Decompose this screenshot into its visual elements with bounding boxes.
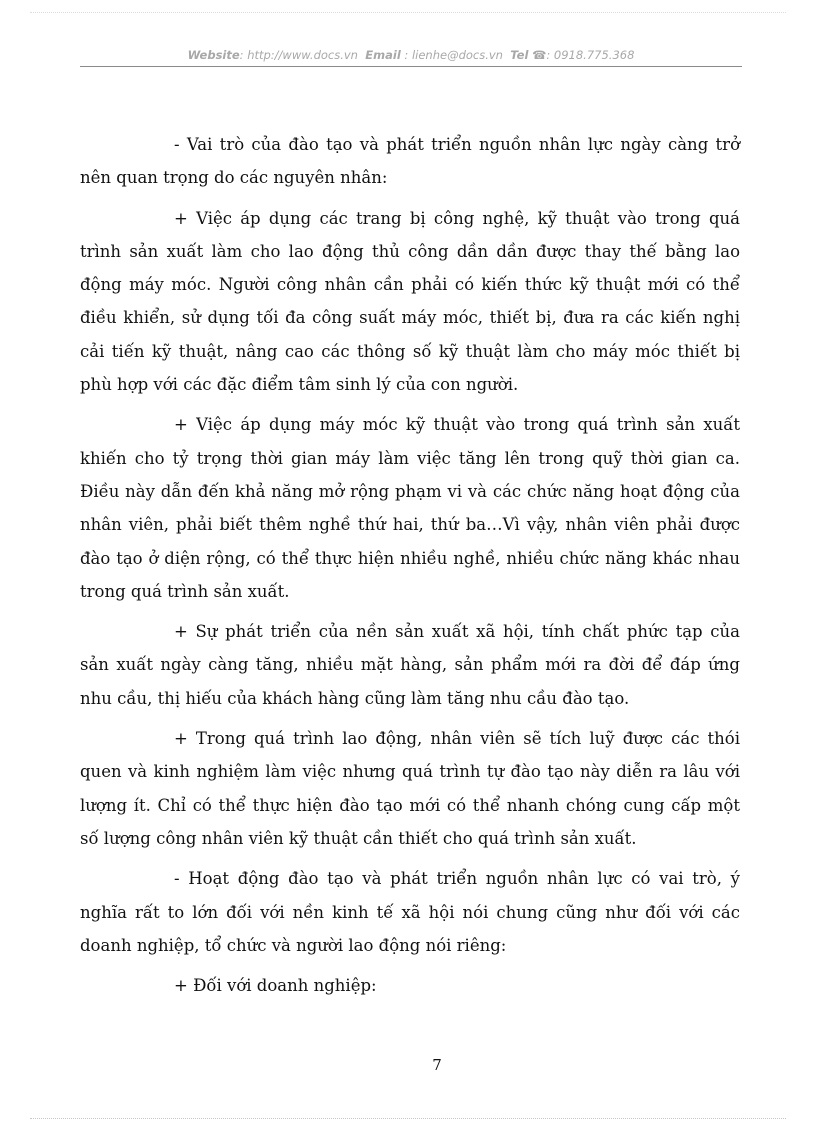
header-divider: [80, 66, 742, 67]
top-dotted-border: [30, 12, 786, 13]
document-body: [80, 128, 740, 1009]
tel-value: : 0918.775.368: [546, 48, 635, 62]
paragraph: + Sự phát triển của nền sản xuất xã hội, tính chất phức tạp của sản xuất ngày càng tăng, nhiều mặt hàng, sản phẩm mới ra đời để đáp ứng nhu cầu, thị hiếu của khách hàng cũng làm tăng nhu cầu đào tạo.: [80, 622, 740, 708]
paragraph: - Hoạt động đào tạo và phát triển nguồn nhân lực có vai trò, ý nghĩa rất to lớn đối với nền kinh tế xã hội nói chung cũng như đối với các doanh nghiệp, tổ chức và người lao động nói riêng:: [80, 869, 740, 955]
email-label: Email: [365, 48, 401, 62]
paragraph: - Vai trò của đào tạo và phát triển nguồn nhân lực ngày càng trở nên quan trọng do các nguyên nhân:: [80, 135, 740, 188]
page-number: 7: [432, 1056, 442, 1074]
phone-icon: ☎: [532, 48, 547, 62]
paragraph: + Việc áp dụng các trang bị công nghệ, kỹ thuật vào trong quá trình sản xuất làm cho lao động thủ công dần dần được thay thế bằng lao động máy móc. Người công nhân cần phải có kiến thức kỹ thuật mới có thể điều khiển, sử dụng tối đa công suất máy móc, thiết bị, đưa ra các kiến nghị cải tiến kỹ thuật, nâng cao các thông số kỹ thuật làm cho máy móc thiết bị phù hợp với các đặc điểm tâm sinh lý của con người.: [80, 208, 740, 395]
paragraph: + Trong quá trình lao động, nhân viên sẽ tích luỹ được các thói quen và kinh nghiệm làm việc nhưng quá trình tự đào tạo này diễn ra lâu với lượng ít. Chỉ có thể thực hiện đào tạo mới có thể nhanh chóng cung cấp một số lượng công nhân viên kỹ thuật cần thiết cho quá trình sản xuất.: [80, 729, 740, 848]
paragraph: + Đối với doanh nghiệp:: [174, 976, 377, 996]
tel-label: Tel: [510, 48, 529, 62]
website-label: Website: [187, 48, 240, 62]
paragraph: + Việc áp dụng máy móc kỹ thuật vào trong quá trình sản xuất khiến cho tỷ trọng thời gian máy làm việc tăng lên trong quỹ thời gian ca. Điều này dẫn đến khả năng mở rộng phạm vi và các chức năng hoạt động của nhân viên, phải biết thêm nghề thứ hai, thứ ba…Vì vậy, nhân viên phải được đào tạo ở diện rộng, có thể thực hiện nhiều nghề, nhiều chức năng khác nhau trong quá trình sản xuất.: [80, 415, 740, 601]
page-header: [80, 48, 742, 62]
website-value: : http://www.docs.vn: [239, 48, 358, 62]
email-value: : lienhe@docs.vn: [404, 48, 503, 62]
bottom-dotted-border: [30, 1118, 786, 1119]
